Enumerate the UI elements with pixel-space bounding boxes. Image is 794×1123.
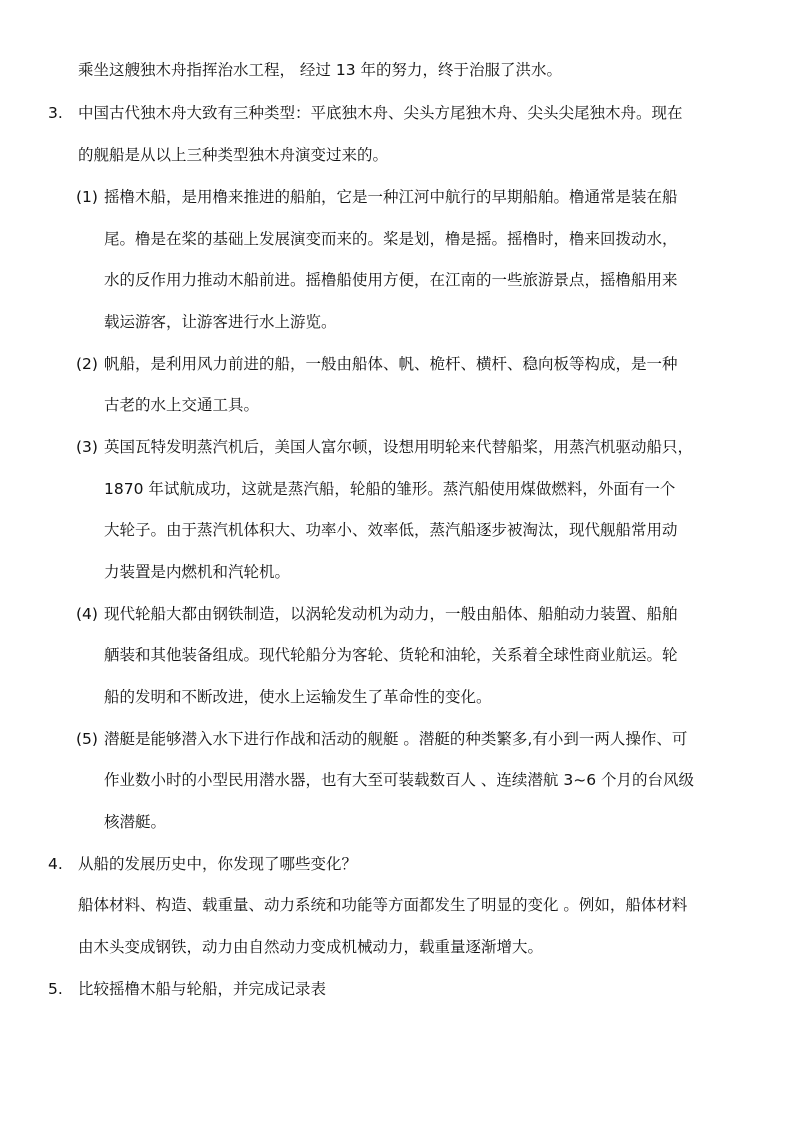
item-5-line-2: 作业数小时的小型民用潜水器，也有大至可装载数百人 、连续潜航 3~6 个月的台风级 bbox=[104, 771, 694, 789]
item-4-line-1: 现代轮船大都由钢铁制造，以涡轮发动机为动力，一般由船体、船舶动力装置、船舶 bbox=[104, 605, 678, 623]
item-2-line-2: 古老的水上交通工具。 bbox=[104, 396, 260, 414]
item-4-number: (4) bbox=[76, 605, 98, 623]
question-5-number: 5. bbox=[48, 980, 63, 998]
item-1-line-3: 水的反作用力推动木船前进。摇橹船使用方便，在江南的一些旅游景点，摇橹船用来 bbox=[104, 271, 678, 289]
item-2-number: (2) bbox=[76, 355, 98, 373]
item-1-number: (1) bbox=[76, 188, 98, 206]
question-5-text: 比较摇橹木船与轮船，并完成记录表 bbox=[78, 980, 327, 998]
item-3-line-1: 英国瓦特发明蒸汽机后，美国人富尔顿，设想用明轮来代替船桨，用蒸汽机驱动船只， bbox=[104, 438, 694, 456]
item-4-line-2: 舾装和其他装备组成。现代轮船分为客轮、货轮和油轮，关系着全球性商业航运。轮 bbox=[104, 646, 678, 664]
question-4-text: 从船的发展历史中，你发现了哪些变化？ bbox=[78, 855, 358, 873]
intro-line: 乘坐这艘独木舟指挥治水工程， 经过 13 年的努力，终于治服了洪水。 bbox=[78, 61, 563, 79]
item-1-line-1: 摇橹木船，是用橹来推进的船舶，它是一种江河中航行的早期船舶。橹通常是装在船 bbox=[104, 188, 678, 206]
item-2-line-1: 帆船，是利用风力前进的船，一般由船体、帆、桅杆、横杆、稳向板等构成，是一种 bbox=[104, 355, 678, 373]
item-5-line-3: 核潜艇。 bbox=[104, 813, 167, 831]
item-1-line-2: 尾。橹是在桨的基础上发展演变而来的。桨是划，橹是摇。摇橹时，橹来回拨动水， bbox=[104, 230, 678, 248]
item-3-line-3: 大轮子。由于蒸汽机体积大、功率小、效率低，蒸汽船逐步被淘汰，现代舰船常用动 bbox=[104, 521, 678, 539]
question-3-number: 3. bbox=[48, 104, 63, 122]
question-4-answer-line-1: 船体材料、构造、载重量、动力系统和功能等方面都发生了明显的变化 。例如，船体材料 bbox=[78, 896, 688, 914]
question-3-line-2: 的舰船是从以上三种类型独木舟演变过来的。 bbox=[78, 146, 389, 164]
item-4-line-3: 船的发明和不断改进，使水上运输发生了革命性的变化。 bbox=[104, 688, 492, 706]
item-5-line-1: 潜艇是能够潜入水下进行作战和活动的舰艇 。潜艇的种类繁多,有小到一两人操作、可 bbox=[104, 730, 688, 748]
question-3-line-1: 中国古代独木舟大致有三种类型：平底独木舟、尖头方尾独木舟、尖头尖尾独木舟。现在 bbox=[78, 104, 683, 122]
item-3-line-4: 力装置是内燃机和汽轮机。 bbox=[104, 563, 291, 581]
item-3-line-2: 1870 年试航成功，这就是蒸汽船，轮船的雏形。蒸汽船使用煤做燃料，外面有一个 bbox=[104, 480, 676, 498]
item-3-number: (3) bbox=[76, 438, 98, 456]
item-1-line-4: 载运游客，让游客进行水上游览。 bbox=[104, 313, 337, 331]
item-5-number: (5) bbox=[76, 730, 98, 748]
question-4-answer-line-2: 由木头变成钢铁，动力由自然动力变成机械动力，载重量逐渐增大。 bbox=[78, 938, 544, 956]
question-4-number: 4. bbox=[48, 855, 63, 873]
